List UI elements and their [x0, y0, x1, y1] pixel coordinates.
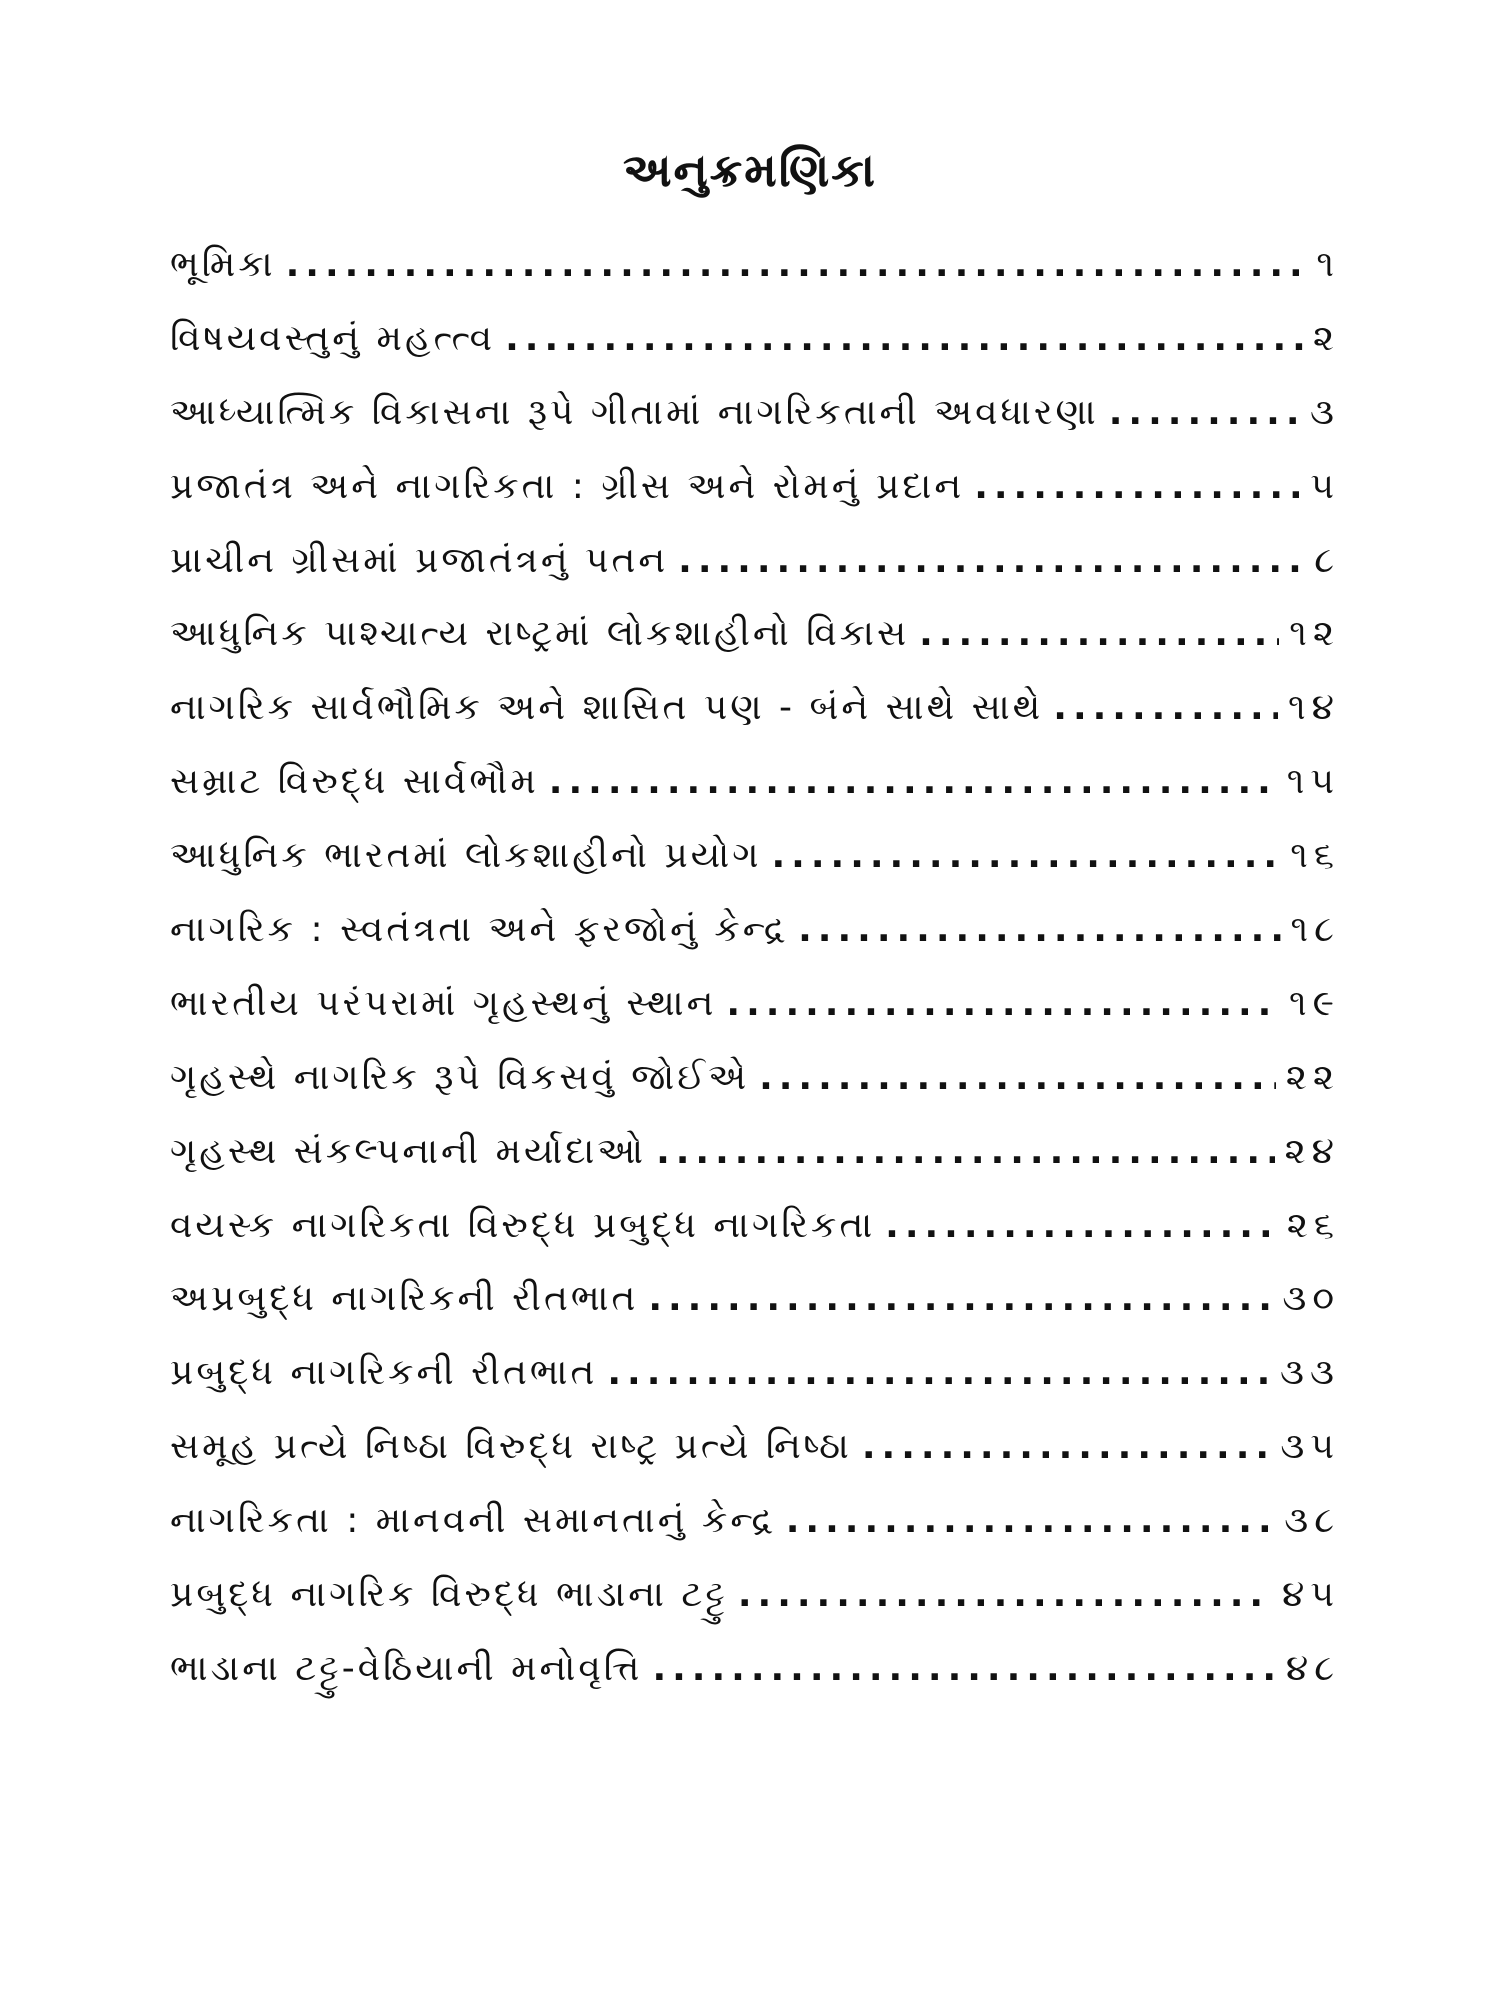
toc-entry-title: નાગરિક : સ્વતંત્રતા અને ફરજોનું કેન્દ્ર [170, 909, 789, 951]
toc-entry-title: પ્રાચીન ગ્રીસમાં પ્રજાતંત્રનું પતન [170, 539, 669, 581]
dot-leader [885, 1201, 1277, 1251]
toc-entry-page-number: ૧૪ [1288, 687, 1340, 729]
dot-leader [798, 905, 1280, 955]
toc-entry-page-number: ૧૮ [1290, 909, 1340, 951]
dot-leader [505, 314, 1303, 364]
dot-leader [786, 1496, 1274, 1546]
toc-entry-title: આધુનિક પાશ્ચાત્ય રાષ્ટ્રમાં લોકશાહીનો વિકાસ [170, 613, 910, 655]
toc-entry-title: પ્રબુદ્ધ નાગરિકની રીતભાત [170, 1352, 598, 1394]
toc-entry-page-number: ૩૩ [1280, 1352, 1340, 1394]
toc-entry-page-number: ૧૨ [1289, 613, 1340, 655]
toc-entry-title: નાગરિકતા : માનવની સમાનતાનું કેન્દ્ર [170, 1500, 776, 1542]
dot-leader [607, 1348, 1270, 1398]
toc-entry-page-number: ૩૮ [1284, 1500, 1340, 1542]
dot-leader [771, 831, 1280, 881]
toc-entry [170, 1644, 1340, 1718]
dot-leader [648, 1274, 1272, 1324]
dot-leader [549, 757, 1277, 807]
toc-entry [170, 1348, 1340, 1422]
toc-entry-page-number: ૧૯ [1289, 982, 1340, 1024]
toc-entry [170, 979, 1340, 1053]
dot-leader [656, 1127, 1274, 1177]
toc-entry [170, 1496, 1340, 1570]
toc-entry-title: વિષયવસ્તુનું મહત્ત્વ [170, 317, 496, 359]
toc-entry [170, 1127, 1340, 1201]
toc-entry [170, 1274, 1340, 1348]
dot-leader [974, 462, 1300, 512]
toc-entry-page-number: ૪૫ [1282, 1574, 1340, 1616]
toc-entry-title: સમ્રાટ વિરુદ્ધ સાર્વભૌમ [170, 761, 539, 803]
dot-leader [862, 1422, 1270, 1472]
toc-entry-title: આધ્યાત્મિક વિકાસના રૂપે ગીતામાં નાગરિકતાની અવધારણા [170, 391, 1099, 433]
toc-entry-title: વયસ્ક નાગરિકતા વિરુદ્ધ પ્રબુદ્ધ નાગરિકતા [170, 1204, 876, 1246]
toc-entry [170, 683, 1340, 757]
toc-entry-page-number: ૨૪ [1284, 1130, 1340, 1172]
toc-entry-title: આધુનિક ભારતમાં લોકશાહીનો પ્રયોગ [170, 835, 762, 877]
toc-entry-title: ભાડાના ટટ્ટુ-વેઠિયાની મનોવૃત્તિ [170, 1647, 643, 1689]
toc-entry-title: પ્રબુદ્ધ નાગરિક વિરુદ્ધ ભાડાના ટટ્ટુ [170, 1574, 728, 1616]
toc-entry [170, 1201, 1340, 1275]
toc-entry [170, 831, 1340, 905]
toc-entry-page-number: ૨૨ [1285, 1056, 1340, 1098]
toc-entry [170, 1570, 1340, 1644]
toc-entry [170, 1053, 1340, 1127]
dot-leader [726, 979, 1279, 1029]
toc-entry [170, 609, 1340, 683]
toc-entry-title: ગૃહસ્થે નાગરિક રૂપે વિકસવું જોઈએ [170, 1056, 750, 1098]
toc-entry-page-number: ૨૬ [1286, 1204, 1340, 1246]
toc-entry-page-number: ૫ [1310, 465, 1340, 507]
toc-entry-title: ભારતીય પરંપરામાં ગૃહસ્થનું સ્થાન [170, 982, 717, 1024]
toc-entry [170, 905, 1340, 979]
toc-entry-page-number: ૩૦ [1282, 1278, 1340, 1320]
toc-entry-page-number: ૧૫ [1286, 761, 1340, 803]
toc-entry-page-number: ૧ [1316, 244, 1340, 285]
toc-entry [170, 314, 1340, 388]
toc-entry-page-number: ૩ [1310, 391, 1340, 433]
table-of-contents [170, 240, 1340, 1718]
dot-leader [759, 1053, 1276, 1103]
toc-entry [170, 240, 1340, 314]
dot-leader [678, 536, 1304, 586]
toc-entry-page-number: ૨ [1312, 317, 1340, 359]
toc-entry [170, 462, 1340, 536]
toc-entry-title: અપ્રબુદ્ધ નાગરિકની રીતભાત [170, 1278, 639, 1320]
toc-entry-title: સમૂહ પ્રત્યે નિષ્ઠા વિરુદ્ધ રાષ્ટ્ર પ્રત્યે નિષ્ઠા [170, 1426, 852, 1468]
toc-entry-title: ગૃહસ્થ સંકલ્પનાની મર્યાદાઓ [170, 1130, 647, 1172]
dot-leader [286, 240, 1307, 290]
toc-entry [170, 388, 1340, 462]
toc-entry-page-number: ૮ [1314, 539, 1340, 581]
toc-entry-title: પ્રજાતંત્ર અને નાગરિકતા : ગ્રીસ અને રોમનું પ્રદાન [170, 465, 965, 507]
toc-entry-page-number: ૧૬ [1290, 835, 1340, 877]
dot-leader [1053, 683, 1278, 733]
toc-entry [170, 1422, 1340, 1496]
toc-entry-title: ભૂમિકા [170, 244, 276, 285]
dot-leader [919, 609, 1279, 659]
toc-entry-page-number: ૩૫ [1280, 1426, 1340, 1468]
page-title: અનુક્રમણિકા [622, 143, 877, 197]
toc-entry-title: નાગરિક સાર્વભૌમિક અને શાસિત પણ - બંને સાથે સાથે [170, 687, 1044, 729]
dot-leader [652, 1644, 1275, 1694]
toc-entry [170, 536, 1340, 610]
toc-entry-page-number: ૪૮ [1285, 1647, 1340, 1689]
dot-leader [738, 1570, 1272, 1620]
toc-entry [170, 757, 1340, 831]
dot-leader [1109, 388, 1300, 438]
